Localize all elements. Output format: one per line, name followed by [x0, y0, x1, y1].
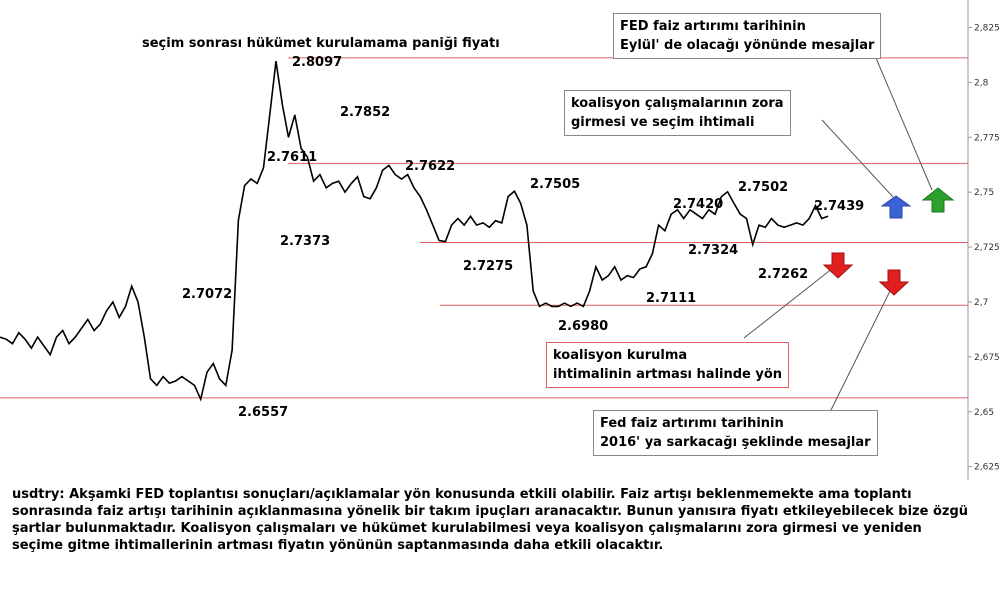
coalition-hard-line-2: girmesi ve seçim ihtimali: [571, 115, 755, 130]
price-label: 2.7275: [463, 259, 514, 274]
price-label: 2.7324: [688, 243, 739, 258]
price-label: 2.7262: [758, 267, 809, 282]
down-arrow-red-icon: [824, 253, 852, 278]
down-arrow-red-icon: [880, 270, 908, 295]
price-label: 2.7439: [814, 199, 865, 214]
fed-september-line-1: FED faiz artırımı tarihinin: [620, 19, 806, 34]
y-tick-label: 2,825: [974, 23, 1000, 34]
price-label: 2.6557: [238, 405, 289, 420]
coalition-form-line-1: koalisyon kurulma: [553, 348, 688, 363]
fed-september-note: [613, 13, 881, 59]
y-tick-label: 2,7: [974, 297, 989, 308]
price-label: 2.7505: [530, 177, 581, 192]
coalition-hard-line-1: koalisyon çalışmalarının zora: [571, 96, 784, 111]
price-label: 2.7622: [405, 159, 456, 174]
y-axis: [968, 0, 1000, 480]
price-label: 2.6980: [558, 319, 609, 334]
y-tick-label: 2,8: [974, 78, 989, 89]
fed-2016-line-1: Fed faiz artırımı tarihinin: [600, 416, 784, 431]
fed-2016-note: [593, 410, 878, 456]
fed-september-line-2: Eylül' de olacağı yönünde mesajlar: [620, 38, 875, 53]
y-tick-label: 2,75: [974, 188, 995, 199]
price-label: 2.7111: [646, 291, 697, 306]
price-label: 2.8097: [292, 55, 343, 70]
price-label: 2.7072: [182, 287, 233, 302]
y-tick-label: 2,675: [974, 352, 1000, 363]
y-tick-label: 2,725: [974, 243, 1000, 254]
up-arrow-green-icon: [923, 188, 953, 212]
y-tick-label: 2,625: [974, 462, 1000, 473]
up-arrow-blue-icon: [882, 196, 910, 218]
price-label: 2.7373: [280, 234, 331, 249]
price-label: 2.7852: [340, 105, 391, 120]
price-label: 2.7420: [673, 197, 724, 212]
fed-2016-line-2: 2016' ya sarkacağı şeklinde mesajlar: [600, 435, 871, 450]
coalition-form-line-2: ihtimalinin artması halinde yön: [553, 367, 783, 382]
commentary-text: usdtry: Akşamki FED toplantısı sonuçları/açıklamalar yön konusunda etkili olabilir. Faiz artışı beklenmemekte ama toplantı sonrasında faiz artışı tarihinin açıklanmasına yönelik bir takım ipuçları aranacaktır. Bunun yanısıra fiyatı etkileyebilecek bize özgü şartlar bulunmaktadır. Koalisyon çalışmaları ve hükümet kurulabilmesi veya koalisyon çalışmalarını zora girmesi ve yeniden seçime gitme ihtimallerinin artması fiyatın yönünün saptanmasında daha etkili olacaktır.: [12, 487, 969, 553]
chart-title: seçim sonrası hükümet kurulamama paniği fiyatı: [142, 36, 500, 51]
y-tick-label: 2,65: [974, 407, 995, 418]
coalition-hard-note: [564, 90, 791, 136]
coalition-form-note: [546, 342, 789, 388]
y-tick-label: 2,775: [974, 133, 1000, 144]
price-label: 2.7611: [267, 150, 318, 165]
price-label: 2.7502: [738, 180, 789, 195]
